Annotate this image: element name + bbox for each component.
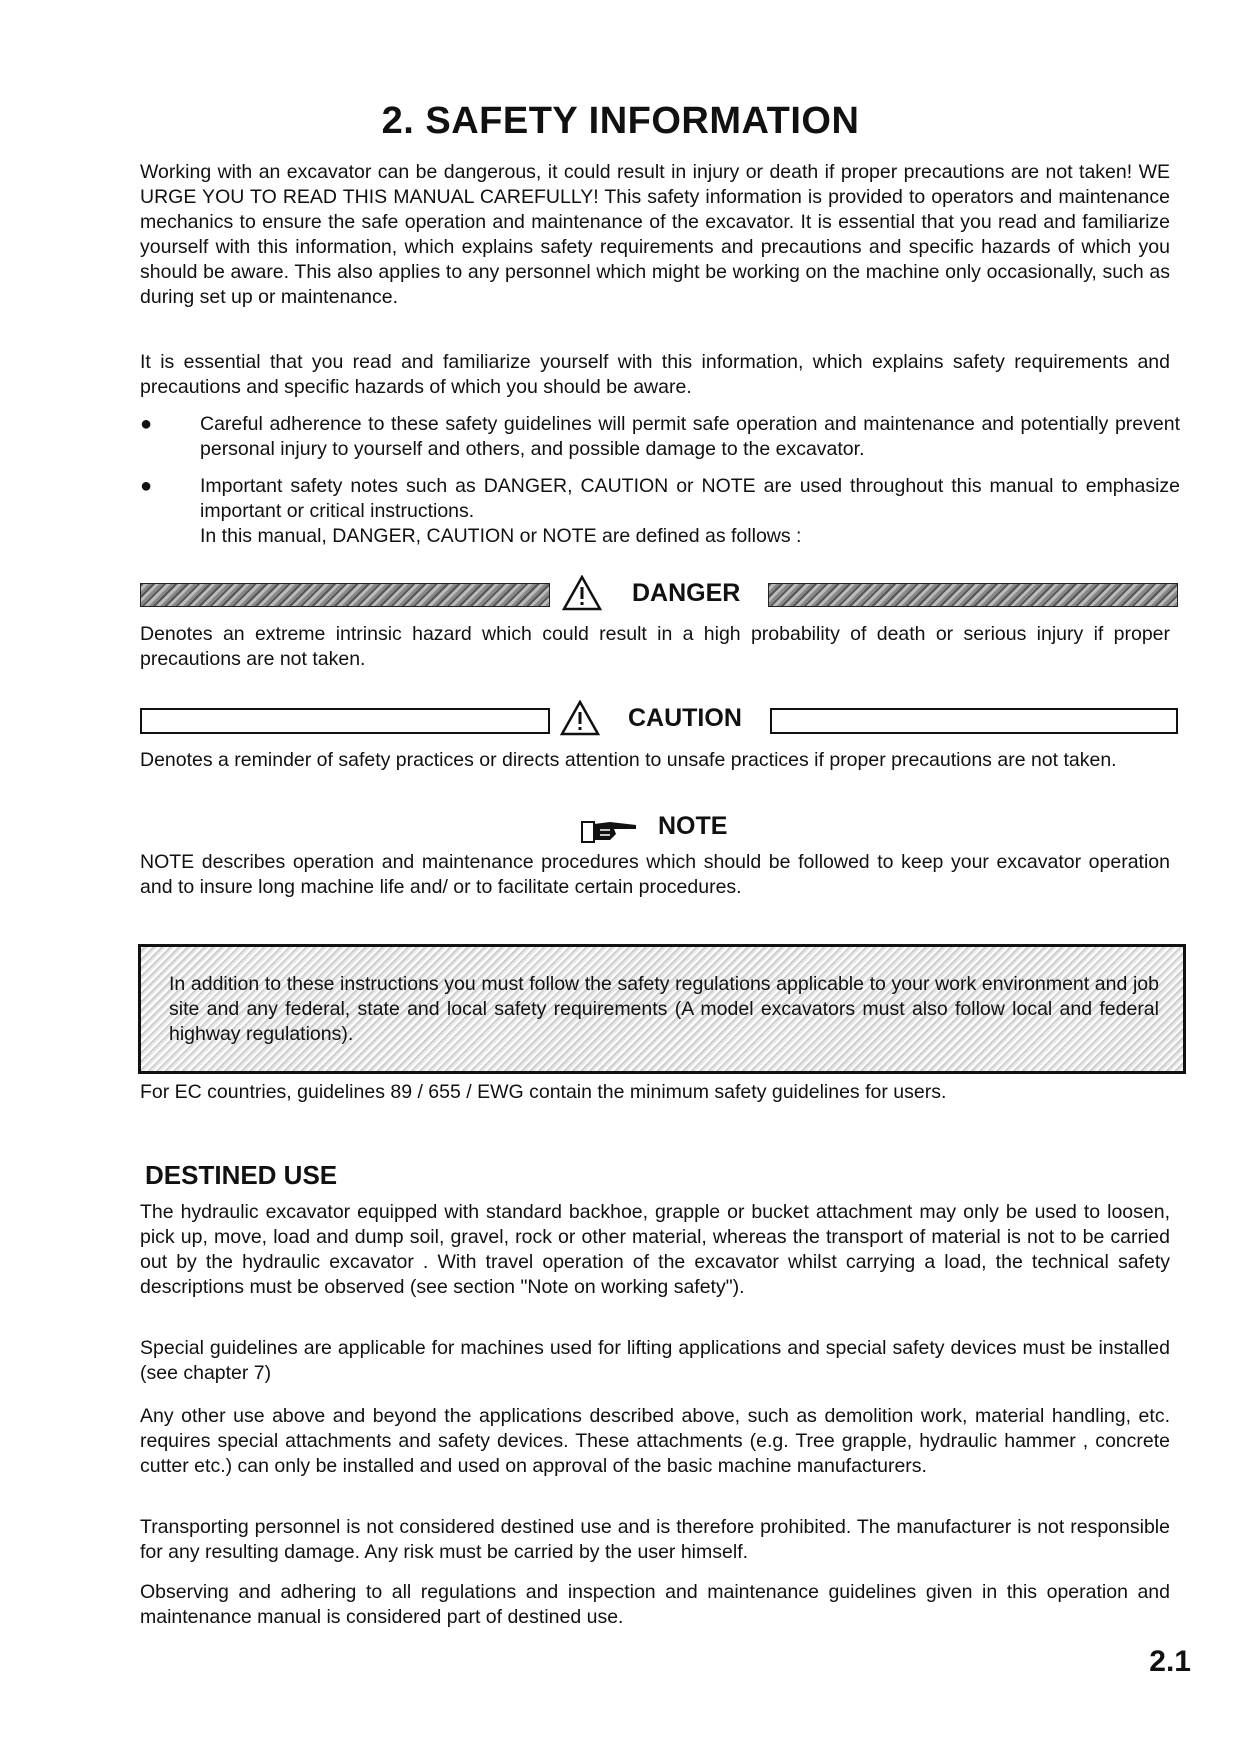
page-number: 2.1 xyxy=(1149,1645,1191,1678)
danger-banner xyxy=(140,575,1180,615)
bullet-text: Careful adherence to these safety guidelines will permit safe operation and maintenance and potentially prevent personal injury to yourself and others, and possible damage to the excavator. xyxy=(200,413,1180,460)
note-heading xyxy=(580,810,820,846)
caution-label: CAUTION xyxy=(628,704,742,732)
danger-label: DANGER xyxy=(632,579,741,607)
caution-bar-right xyxy=(770,708,1178,734)
intro-paragraph: Working with an excavator can be dangerous, it could result in injury or death if proper precautions are not taken! WE URGE YOU TO READ THIS MANUAL CAREFULLY! This safety information is provided to operators and maintenance mechanics to ensure the safe operation and maintenance of the excavator. It is essential that you read and familiarize yourself with this information, which explains safety requirements and precautions and specific hazards of which you should be aware. This also applies to any personnel which might be working on the machine only occasionally, such as during set up or maintenance. xyxy=(140,161,1170,308)
ec-guidelines-line: For EC countries, guidelines 89 / 655 / EWG contain the minimum safety guidelines for users. xyxy=(140,1081,947,1103)
bullet-text: Important safety notes such as DANGER, CAUTION or NOTE are used throughout this manual to emphasize important or critical instructions. xyxy=(200,475,1180,522)
note-description: NOTE describes operation and maintenance procedures which should be followed to keep your excavator operation and to insure long machine life and/ or to facilitate certain procedures. xyxy=(140,851,1170,898)
warning-triangle-icon xyxy=(560,700,600,736)
danger-bar-left xyxy=(140,583,550,607)
danger-description: Denotes an extreme intrinsic hazard which could result in a high probability of death or serious injury if proper precautions are not taken. xyxy=(140,623,1170,670)
destined-use-paragraph: Transporting personnel is not considered destined use and is therefore prohibited. The manufacturer is not responsible for any resulting damage. Any risk must be carried by the user himself. xyxy=(140,1516,1170,1563)
page-title: 2. SAFETY INFORMATION xyxy=(381,100,860,142)
pointing-hand-icon xyxy=(580,816,640,844)
destined-use-paragraph: Special guidelines are applicable for machines used for lifting applications and special safety devices must be installed (see chapter 7) xyxy=(140,1337,1170,1384)
bullet-icon: ● xyxy=(140,475,153,497)
bullet-item xyxy=(140,474,1180,549)
caution-description: Denotes a reminder of safety practices or directs attention to unsafe practices if proper precautions are not taken. xyxy=(140,749,1117,771)
destined-use-paragraph: Any other use above and beyond the applications described above, such as demolition work, material handling, etc. requires special attachments and safety devices. These attachments (e.g. Tree grapple, hydraulic hammer , concrete cutter etc.) can only be installed and used on approval of the basic machine manufacturers. xyxy=(140,1405,1170,1477)
warning-triangle-icon xyxy=(562,575,602,611)
caution-banner xyxy=(140,700,1180,740)
caution-bar-left xyxy=(140,708,550,734)
boxed-notice-text: In addition to these instructions you must follow the safety regulations applicable to your work environment and job site and any federal, state and local safety requirements (A model excavators must also follow local and federal highway regulations). xyxy=(169,973,1159,1045)
destined-use-paragraph: Observing and adhering to all regulations and inspection and maintenance guidelines given in this operation and maintenance manual is considered part of destined use. xyxy=(140,1581,1170,1628)
bullet-text-continued: In this manual, DANGER, CAUTION or NOTE are defined as follows : xyxy=(200,525,802,547)
destined-use-paragraph: The hydraulic excavator equipped with standard backhoe, grapple or bucket attachment may only be used to loosen, pick up, move, load and dump soil, gravel, rock or other material, whereas the transport of material is not to be carried out by the hydraulic excavator . With travel operation of the excavator whilst carrying a load, the technical safety descriptions must be observed (see section "Note on working safety"). xyxy=(140,1201,1170,1298)
essential-paragraph: It is essential that you read and familiarize yourself with this information, which explains safety requirements and precautions and specific hazards of which you should be aware. xyxy=(140,351,1170,398)
danger-bar-right xyxy=(768,583,1178,607)
boxed-notice xyxy=(138,944,1186,1074)
section-heading: DESTINED USE xyxy=(145,1160,338,1190)
note-label: NOTE xyxy=(658,812,728,840)
bullet-item xyxy=(140,412,1180,462)
bullet-icon: ● xyxy=(140,413,153,435)
